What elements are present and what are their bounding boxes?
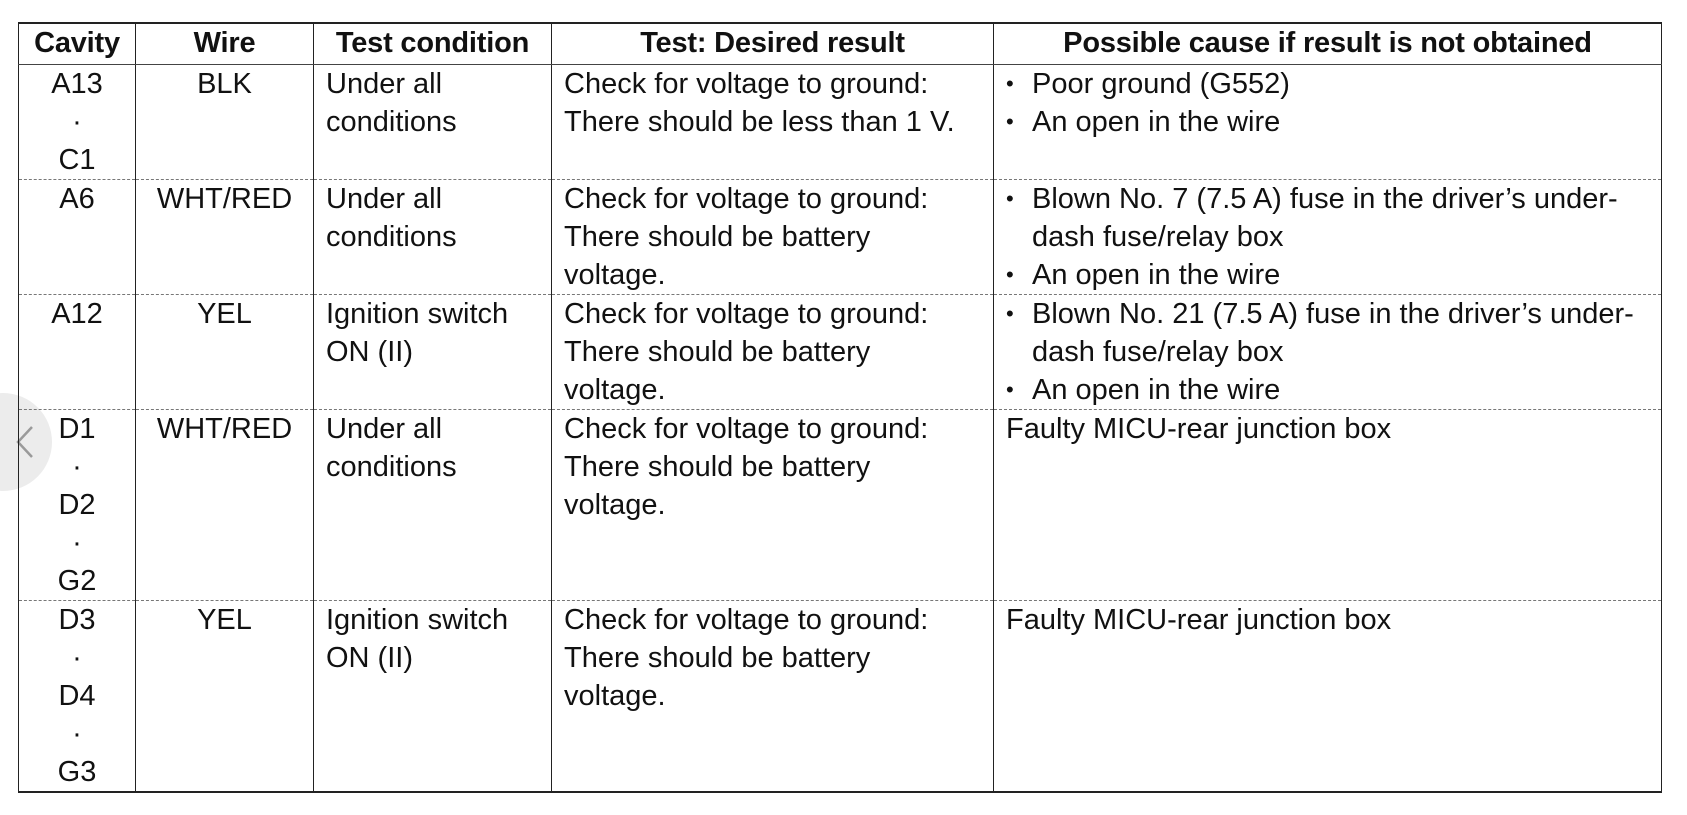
cavity-label: C1 bbox=[58, 144, 96, 176]
desired-result-cell: Check for voltage to ground: There should be battery voltage. bbox=[552, 601, 994, 793]
table-header-row bbox=[19, 23, 1662, 65]
column-header: Wire bbox=[136, 23, 314, 65]
test-condition-cell: Ignition switch ON (II) bbox=[314, 601, 552, 793]
cause-list bbox=[1006, 295, 1649, 409]
cavity-label: D1 bbox=[58, 413, 96, 445]
cavity-label: A13 bbox=[51, 68, 103, 100]
cavity-cell bbox=[19, 65, 136, 180]
cause-list-item: • Blown No. 21 (7.5 A) fuse in the driver’s under-dash fuse/relay box bbox=[1006, 295, 1649, 371]
desired-result-cell: Check for voltage to ground: There should be less than 1 V. bbox=[552, 65, 994, 180]
cause-list bbox=[1006, 65, 1649, 141]
possible-cause-cell bbox=[994, 180, 1662, 295]
cause-list-item: • An open in the wire bbox=[1006, 256, 1649, 294]
column-header: Test condition bbox=[314, 23, 552, 65]
test-condition-cell: Ignition switch ON (II) bbox=[314, 295, 552, 410]
table-row bbox=[19, 410, 1662, 601]
cavity-label: · bbox=[72, 642, 82, 674]
cavity-cell bbox=[19, 180, 136, 295]
column-header: Possible cause if result is not obtained bbox=[994, 23, 1662, 65]
cause-list-item: • Poor ground (G552) bbox=[1006, 65, 1649, 103]
cause-text: Faulty MICU-rear junction box bbox=[1006, 413, 1392, 445]
cavity-cell bbox=[19, 601, 136, 793]
cause-text: Faulty MICU-rear junction box bbox=[1006, 604, 1392, 636]
desired-result-cell: Check for voltage to ground: There should be battery voltage. bbox=[552, 180, 994, 295]
test-condition-cell: Under all conditions bbox=[314, 65, 552, 180]
cause-list-item: • An open in the wire bbox=[1006, 103, 1649, 141]
cavity-label: A12 bbox=[51, 298, 103, 330]
diagnostic-table bbox=[18, 22, 1662, 793]
cavity-label: · bbox=[72, 718, 82, 750]
cause-list-item: • Blown No. 7 (7.5 A) fuse in the driver’s under-dash fuse/relay box bbox=[1006, 180, 1649, 256]
cavity-label: D4 bbox=[58, 680, 96, 712]
wire-cell: BLK bbox=[136, 65, 314, 180]
possible-cause-cell bbox=[994, 65, 1662, 180]
table-body bbox=[19, 65, 1662, 793]
cavity-label: · bbox=[72, 106, 82, 138]
test-condition-cell: Under all conditions bbox=[314, 180, 552, 295]
wire-cell: YEL bbox=[136, 295, 314, 410]
possible-cause-cell bbox=[994, 295, 1662, 410]
cavity-label: D3 bbox=[58, 604, 96, 636]
wire-cell: WHT/RED bbox=[136, 410, 314, 601]
cavity-cell bbox=[19, 410, 136, 601]
wire-cell: YEL bbox=[136, 601, 314, 793]
cavity-label: D2 bbox=[58, 489, 96, 521]
table-row bbox=[19, 295, 1662, 410]
possible-cause-cell bbox=[994, 410, 1662, 601]
table-row bbox=[19, 180, 1662, 295]
desired-result-cell: Check for voltage to ground: There should be battery voltage. bbox=[552, 410, 994, 601]
cavity-label: G3 bbox=[57, 756, 97, 788]
cause-list bbox=[1006, 180, 1649, 294]
cavity-label: A6 bbox=[59, 183, 95, 215]
cavity-label: · bbox=[72, 527, 82, 559]
column-header: Test: Desired result bbox=[552, 23, 994, 65]
desired-result-cell: Check for voltage to ground: There should be battery voltage. bbox=[552, 295, 994, 410]
table-row bbox=[19, 65, 1662, 180]
column-header: Cavity bbox=[19, 23, 136, 65]
cause-list-item: • An open in the wire bbox=[1006, 371, 1649, 409]
wire-cell: WHT/RED bbox=[136, 180, 314, 295]
table-row bbox=[19, 601, 1662, 793]
cavity-label: G2 bbox=[57, 565, 97, 597]
cavity-cell bbox=[19, 295, 136, 410]
cavity-label: · bbox=[72, 451, 82, 483]
test-condition-cell: Under all conditions bbox=[314, 410, 552, 601]
possible-cause-cell bbox=[994, 601, 1662, 793]
